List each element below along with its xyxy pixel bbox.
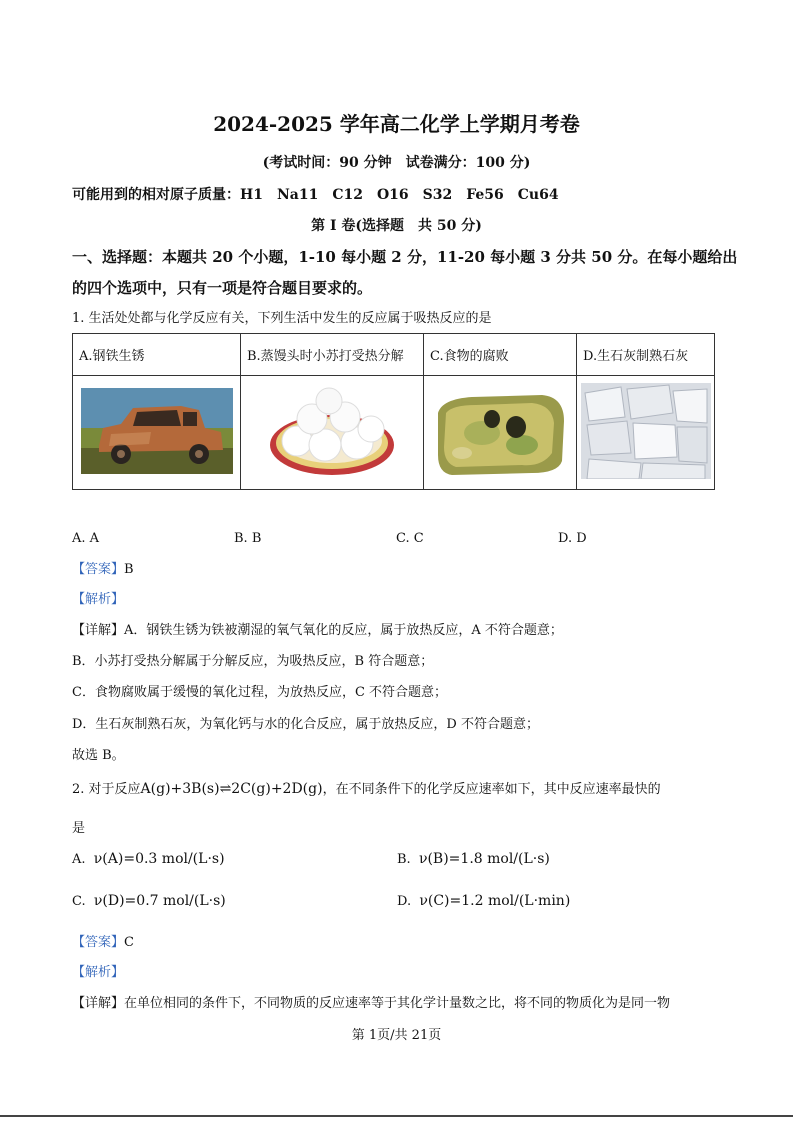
q1-choice-c: C. C: [396, 531, 424, 546]
moldy-bread-image: [432, 383, 568, 479]
q2-detail-line1: [72, 995, 670, 1013]
rusty-car-image: [81, 388, 233, 474]
q1-conclusion: 故选 B。: [72, 748, 125, 763]
detail-label: 【详解】: [72, 623, 125, 638]
section1-instructions-line1: 一、选择题：本题共 20 个小题，1-10 每小题 2 分，11-20 每小题 3 分共 50 分。在每小题给出: [72, 248, 738, 266]
q1-detail-line3: C．食物腐败属于缓慢的氧化过程，为放热反应，C 不符合题意；: [72, 685, 448, 700]
option-c-image-cell: [424, 376, 577, 490]
question-1-option-table: [72, 333, 715, 490]
q2-stem-suffix: ，在不同条件下的化学反应速率如下，其中反应速率最快的: [322, 782, 661, 797]
q2-option-d-expr: ν(C)=1.2 mol/(L·min): [419, 893, 571, 909]
part1-title: 第 I 卷(选择题 共 50 分): [311, 218, 482, 234]
q2-answer: [72, 934, 134, 952]
q2-stem-line2: 是: [72, 821, 86, 836]
option-c-header: C.食物的腐败: [424, 334, 577, 376]
q2-option-a-label: A.: [72, 852, 86, 867]
answer-value: C: [124, 935, 134, 950]
q2-analysis-label: 【解析】: [72, 965, 125, 980]
answer-value: B: [124, 562, 134, 577]
q1-detail-line4: D．生石灰制熟石灰，为氧化钙与水的化合反应，属于放热反应，D 不符合题意；: [72, 717, 539, 732]
q1-choice-a: A. A: [72, 531, 100, 546]
q1-detail-line2: B．小苏打受热分解属于分解反应，为吸热反应，B 符合题意；: [72, 654, 434, 669]
q2-option-b-expr: ν(B)=1.8 mol/(L·s): [418, 851, 550, 867]
q1-analysis-label: 【解析】: [72, 592, 125, 607]
option-b-header: B.蒸馒头时小苏打受热分解: [241, 334, 424, 376]
page-footer: 第 1页/共 21页: [351, 1028, 442, 1043]
page-bottom-divider: [0, 1115, 793, 1117]
option-d-header: D.生石灰制熟石灰: [577, 334, 715, 376]
question-1-stem: 1. 生活处处都与化学反应有关，下列生活中发生的反应属于吸热反应的是: [72, 311, 492, 326]
option-d-image-cell: [577, 376, 715, 490]
q2-reaction-equation: A(g)+3B(s)⇌2C(g)+2D(g): [140, 781, 323, 797]
answer-label: 【答案】: [72, 935, 125, 950]
q2-option-a-expr: ν(A)=0.3 mol/(L·s): [93, 851, 225, 867]
quicklime-image: [581, 383, 711, 479]
option-a-header: A.钢铁生锈: [73, 334, 241, 376]
section1-instructions-line2: 的四个选项中，只有一项是符合题目要求的。: [72, 279, 373, 297]
q1-choice-b: B. B: [234, 531, 262, 546]
option-b-image-cell: [241, 376, 424, 490]
q1-choice-d: D. D: [558, 531, 587, 546]
detail-label: 【详解】: [72, 996, 125, 1011]
option-a-image-cell: [73, 376, 241, 490]
exam-info: (考试时间：90 分钟 试卷满分：100 分): [262, 155, 531, 171]
answer-label: 【答案】: [72, 562, 125, 577]
q2-option-d: [397, 892, 570, 911]
q1-detail-line1: [72, 622, 563, 640]
q1-answer: [72, 561, 134, 579]
question-2-stem: [72, 780, 661, 799]
q2-stem-prefix: 2. 对于反应: [72, 782, 141, 797]
q2-option-c-label: C.: [72, 894, 86, 909]
detail-text: A．钢铁生锈为铁被潮湿的氧气氧化的反应，属于放热反应，A 不符合题意；: [124, 623, 563, 638]
exam-title: 2024-2025 学年高二化学上学期月考卷: [213, 112, 580, 136]
q2-option-d-label: D.: [397, 894, 412, 909]
q2-option-c: [72, 892, 226, 911]
detail-text: 在单位相同的条件下，不同物质的反应速率等于其化学计量数之比，将不同的物质化为是同一物: [124, 996, 671, 1011]
q2-option-b: [397, 850, 550, 869]
q2-option-b-label: B.: [397, 852, 411, 867]
q2-option-c-expr: ν(D)=0.7 mol/(L·s): [93, 893, 226, 909]
steamed-buns-image: [267, 383, 397, 478]
atomic-mass-line: 可能用到的相对原子质量：H1 Na11 C12 O16 S32 Fe56 Cu64: [72, 187, 559, 203]
q2-option-a: [72, 850, 225, 869]
